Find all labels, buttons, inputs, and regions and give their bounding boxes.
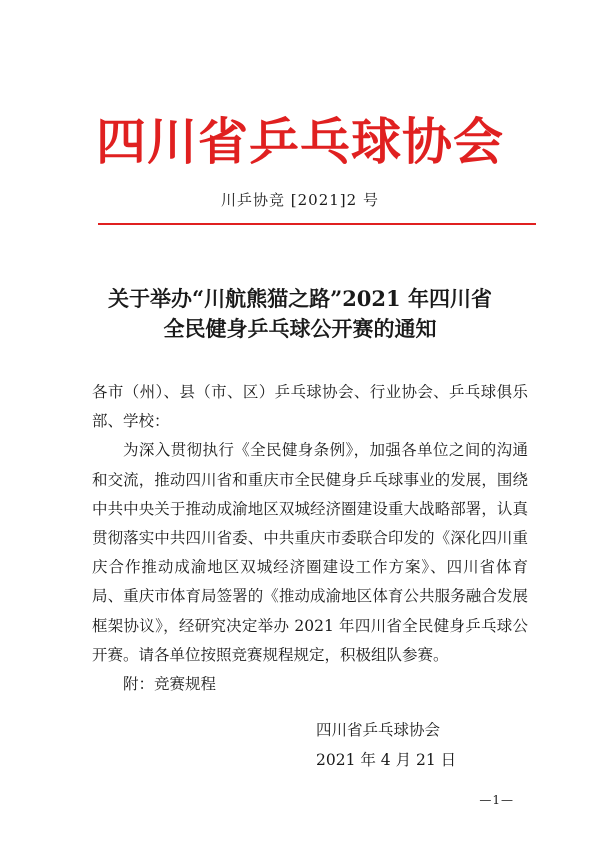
signature-date: 2021 年 4 月 21 日 <box>316 751 457 769</box>
signature-organization: 四川省乒乓球协会 <box>316 721 441 739</box>
attachment-note: 附：竞赛规程 <box>123 675 217 694</box>
body-paragraph: 为深入贯彻执行《全民健身条例》，加强各单位之间的沟通和交流，推动四川省和重庆市全民健身乒乓球事业的发展，围绕中共中央关于推动成渝地区双城经济圈建设重大战略部署，认真贯彻落实中共四川省委、中共重庆市委联合印发的《深化四川重庆合作推动成渝地区双城经济圈建设工作方案》、四川省体育局、重庆市体育局签署的《推动成渝地区体育公共服务融合发展框架协议》，经研究决定举办 2021 年四川省全民健身乒乓球公开赛。请各单位按照竞赛规程规定，积极组队参赛。 <box>92 441 528 664</box>
issuing-organization-header: 四川省乒乓球协会 <box>96 112 504 171</box>
notice-body <box>92 378 528 699</box>
page-number: —1— <box>479 793 514 807</box>
document-number: 川乒协竞 [2021]2 号 <box>221 191 379 209</box>
red-divider-line <box>98 223 536 225</box>
salutation: 各市（州）、县（市、区）乒乓球协会、行业协会、乒乓球俱乐部、学校： <box>92 383 528 431</box>
notice-title-line-2: 全民健身乒乓球公开赛的通知 <box>163 316 437 341</box>
notice-title-line-1: 关于举办“川航熊猫之路”2021 年四川省 <box>108 286 492 311</box>
signature-block <box>316 715 456 775</box>
notice-title <box>0 284 600 344</box>
